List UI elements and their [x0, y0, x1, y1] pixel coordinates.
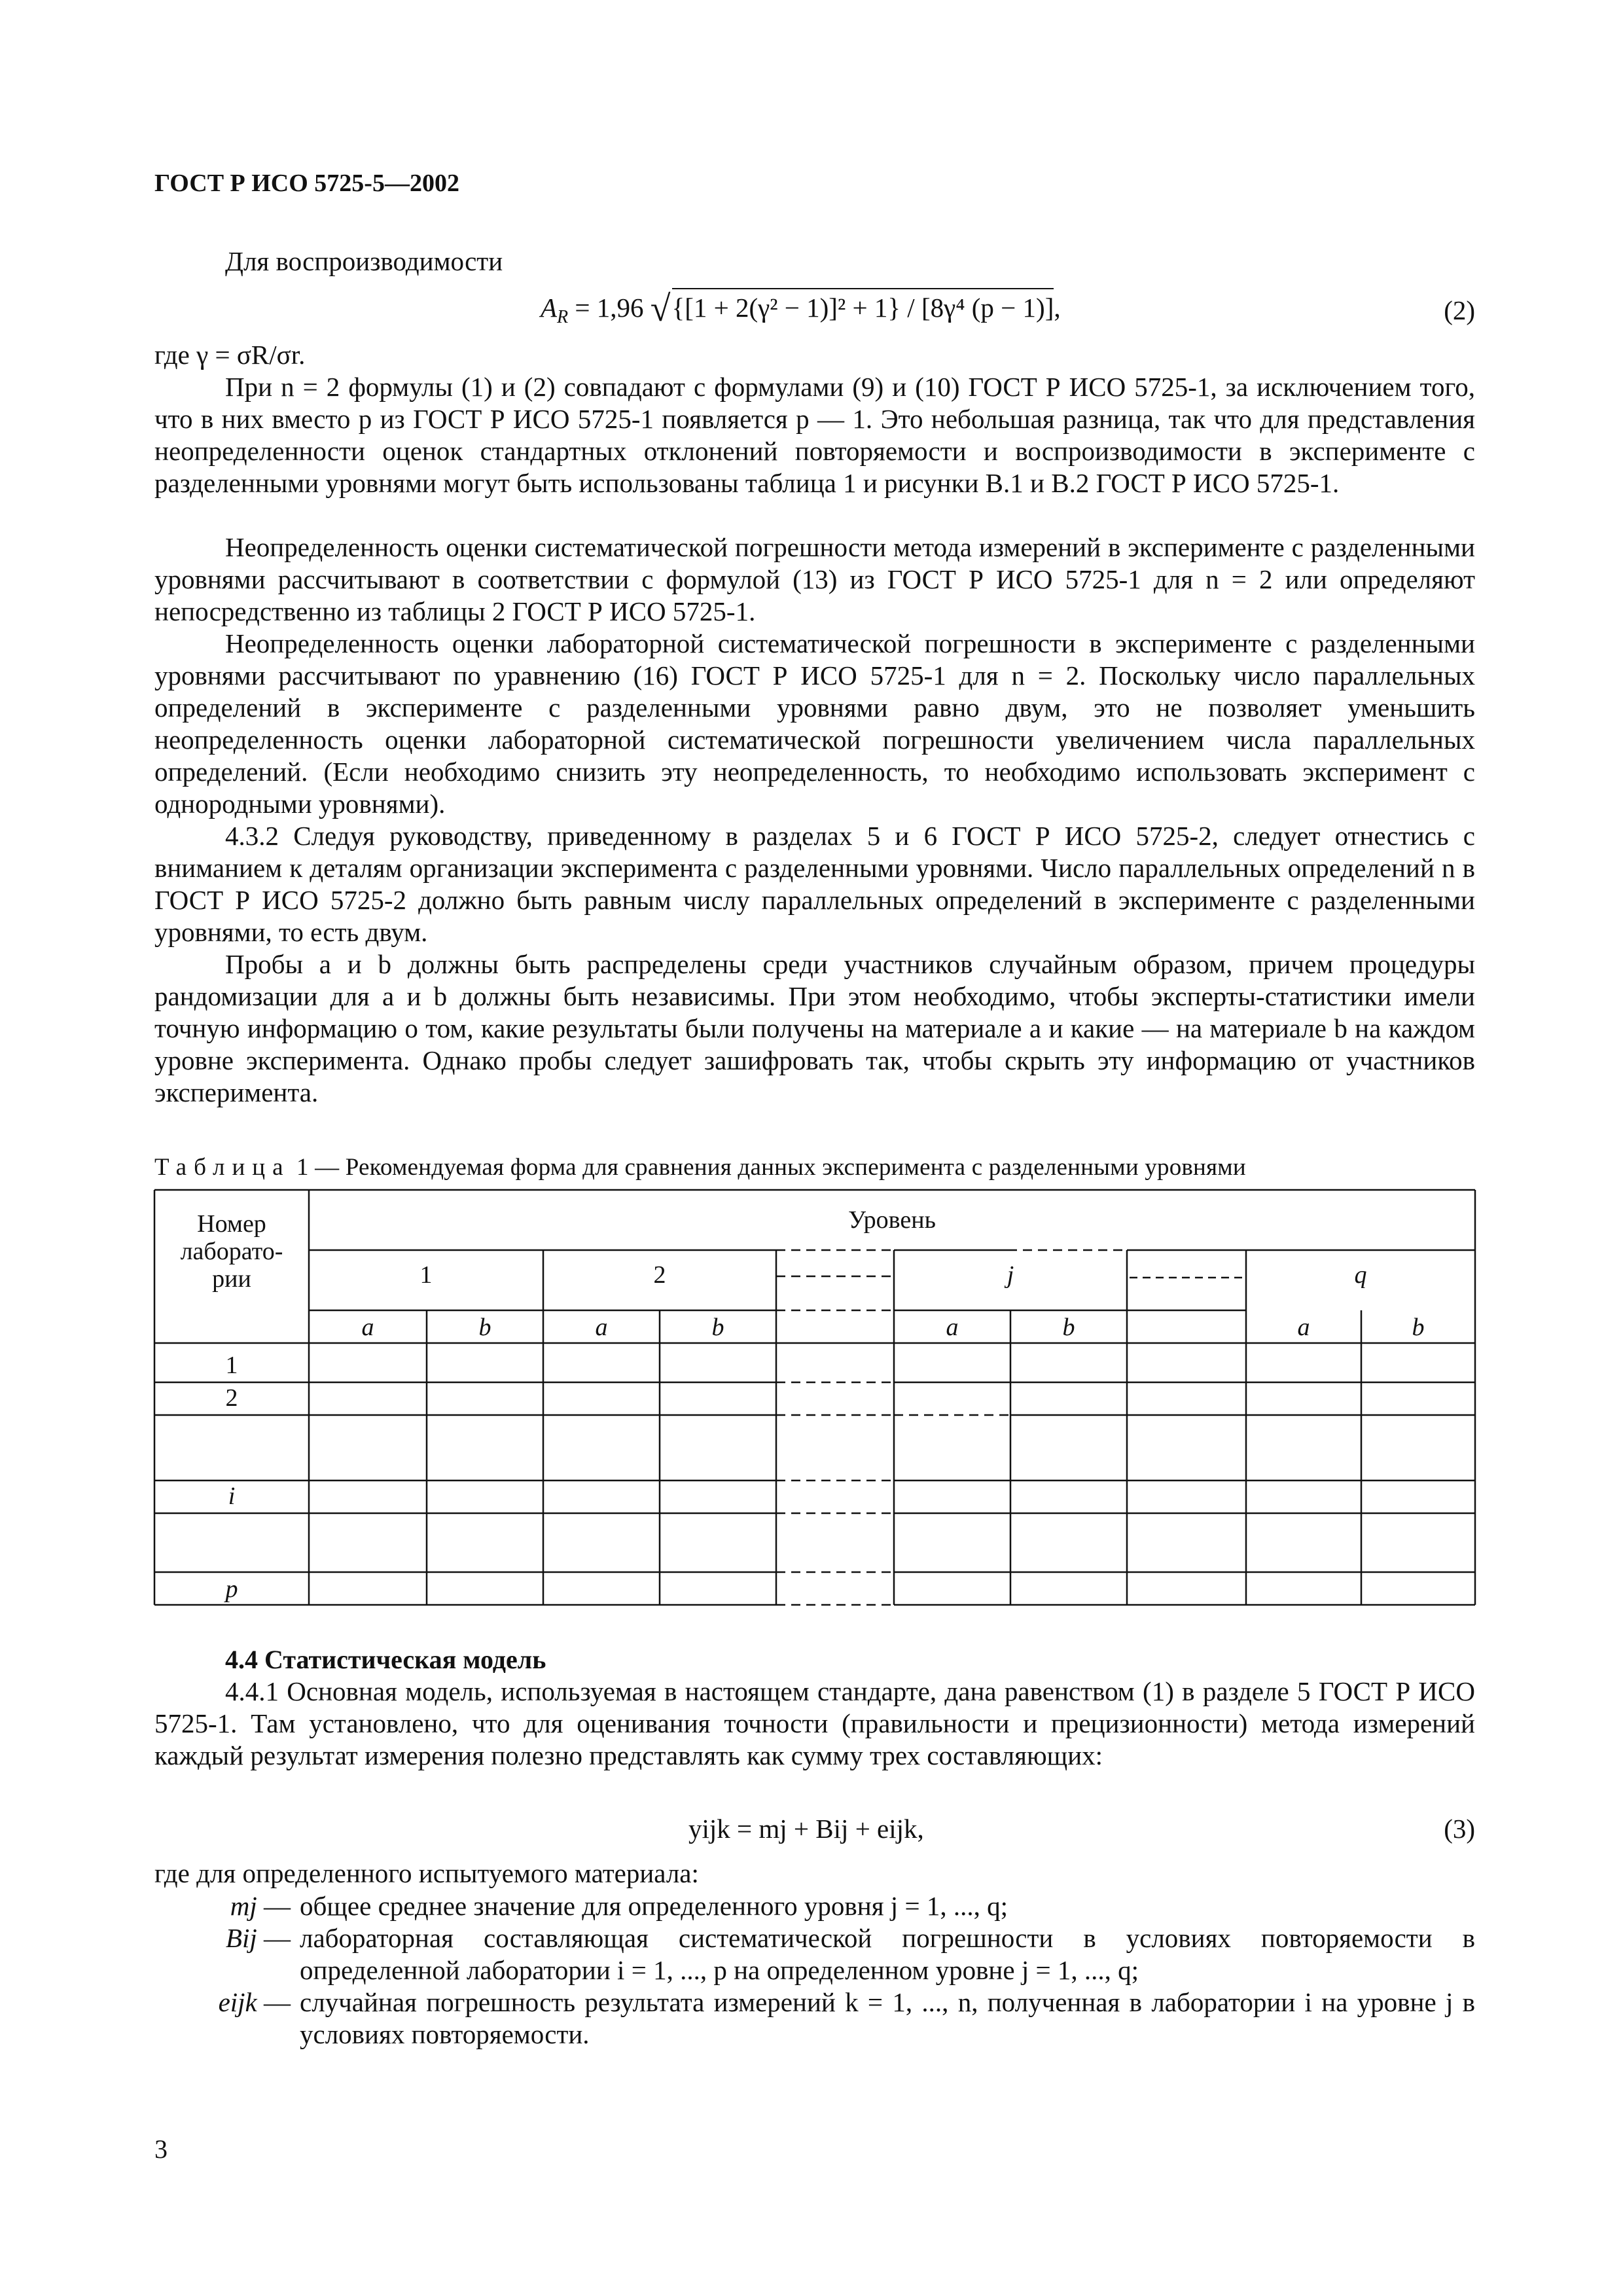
table-corner-line-3: рии — [212, 1265, 251, 1293]
level-q-header: q — [1354, 1261, 1367, 1289]
level-j-header: j — [1007, 1261, 1014, 1289]
formula-2-radicand: {[1 + 2(γ² − 1)]² + 1} / [8γ⁴ (p − 1)] — [672, 288, 1054, 323]
subcol-b: b — [711, 1314, 724, 1341]
table-grid — [154, 1190, 1475, 1605]
table-corner-line-2: лаборато- — [180, 1238, 283, 1265]
subcol-a: a — [595, 1314, 608, 1341]
definition-item: Bij — лабораторная составляющая систематической погрешности в условиях повторяемости в определенной лаборатории i = 1, ..., p на определенном уровне j = 1, ..., q; — [225, 1923, 1475, 1985]
level-2-header: 2 — [653, 1261, 666, 1289]
subcol-b: b — [1412, 1314, 1425, 1341]
document-header: ГОСТ Р ИСО 5725-5—2002 — [154, 170, 459, 197]
row-label-1: 1 — [225, 1352, 238, 1379]
definition-symbol: eijk — [218, 1987, 257, 2017]
paragraph-4: 4.3.2 Следуя руководству, приведенному в разделах 5 и 6 ГОСТ Р ИСО 5725-2, следует отнестись с вниманием к деталям организации эксперимента с разделенными уровнями. Число параллельных определений n в ГОСТ Р ИСО 5725-2 должно быть равным числу параллельных определений в эксперименте с разделенными уровнями, то есть двум. — [154, 821, 1475, 947]
table-caption-text: 1 — Рекомендуемая форма для сравнения данных эксперимента с разделенными уровнями — [290, 1154, 1246, 1181]
subcol-a: a — [1297, 1314, 1310, 1341]
where-gamma: где γ = σR/σr. — [154, 340, 306, 370]
paragraph-5: Пробы a и b должны быть распределены среди участников случайным образом, причем процедуры рандомизации для a и b должны быть независимы. При этом необходимо, чтобы эксперты-статистики имели точную информацию о том, какие результаты были получены на материале a и какие — на материале b на каждом уровне эксперимента. Однако пробы следует зашифровать так, чтобы скрыть эту информацию от участников эксперимента. — [154, 949, 1475, 1107]
definitions-list — [154, 1890, 1475, 2051]
definition-item: eijk — случайная погрешность результата измерений k = 1, ..., n, полученная в лаборатории i на уровне j в условиях повторяемости. — [218, 1987, 1475, 2049]
paragraph-1: При n = 2 формулы (1) и (2) совпадают с формулами (9) и (10) ГОСТ Р ИСО 5725-1, за исключением того, что в них вместо p из ГОСТ Р ИСО 5725-1 появляется p — 1. Это небольшая разница, так что для представления неопределенности оценок стандартных отклонений повторяемости и воспроизводимости в эксперименте с разделенными уровнями могут быть использованы таблица 1 и рисунки B.1 и B.2 ГОСТ Р ИСО 5725-1. — [154, 372, 1475, 498]
definition-symbol: Bij — [225, 1923, 257, 1953]
where-intro: где для определенного испытуемого материала: — [154, 1858, 699, 1888]
formula-3: yijk = mj + Bij + eijk, — [688, 1814, 924, 1844]
subcol-b: b — [478, 1314, 491, 1341]
definition-item: mj — общее среднее значение для определенного уровня j = 1, ..., q; — [154, 1890, 1475, 1922]
formula-2-coef: = 1,96 — [575, 293, 644, 323]
row-label-p: p — [225, 1575, 238, 1603]
paragraph-2: Неопределенность оценки систематической погрешности метода измерений в эксперименте с разделенными уровнями рассчитывают в соответствии с формулой (13) из ГОСТ Р ИСО 5725-1 для n = 2 или определяют непосредственно из таблицы 2 ГОСТ Р ИСО 5725-1. — [154, 532, 1475, 626]
page-number: 3 — [154, 2134, 168, 2164]
subcol-b: b — [1062, 1314, 1075, 1341]
subcolumn-headers — [362, 1314, 1425, 1341]
definition-symbol: mj — [230, 1891, 257, 1921]
table-caption-label: Таблица — [154, 1154, 291, 1181]
formula-2-lhs: A — [541, 293, 558, 323]
row-label-i: i — [228, 1482, 236, 1510]
table-level-header: Уровень — [848, 1206, 936, 1234]
subcol-a: a — [946, 1314, 959, 1341]
section-paragraph: 4.4.1 Основная модель, используемая в настоящем стандарте, дана равенством (1) в разделе 5 ГОСТ Р ИСО 5725-1. Там установлено, что для оценивания точности (правильности и прецизионности) метода измерений каждый результат измерения полезно представлять как сумму трех составляющих: — [154, 1676, 1475, 1770]
formula-3-number: (3) — [1444, 1814, 1475, 1844]
intro-line: Для воспроизводимости — [225, 246, 503, 276]
definition-text: общее среднее значение для определенного уровня j = 1, ..., q; — [300, 1891, 1008, 1921]
paragraph-3: Неопределенность оценки лабораторной систематической погрешности в эксперименте с разделенными уровнями рассчитывают по уравнению (16) ГОСТ Р ИСО 5725-1 для n = 2. Поскольку число параллельных определений в эксперименте с разделенными уровнями равно двум, это не позволяет уменьшить неопределенность оценки лабораторной систематической погрешности увеличением числа параллельных определений. (Если необходимо снизить эту неопределенность, то необходимо использовать эксперимент с однородными уровнями). — [154, 628, 1475, 819]
formula-2-lhs-sub: R — [557, 307, 569, 328]
row-label-2: 2 — [225, 1384, 238, 1412]
definition-text: случайная погрешность результата измерений k = 1, ..., n, полученная в лаборатории i на уровне j в условиях повторяемости. — [300, 1987, 1475, 2049]
table-corner-line-1: Номер — [197, 1210, 266, 1238]
formula-2-number: (2) — [1444, 295, 1475, 325]
sqrt-sign-icon: √ — [650, 289, 671, 329]
subcol-a: a — [361, 1314, 374, 1341]
section-title: 4.4 Статистическая модель — [225, 1645, 546, 1674]
formula-2-tail: , — [1054, 293, 1061, 323]
definition-text: лабораторная составляющая систематической погрешности в условиях повторяемости в определенной лаборатории i = 1, ..., p на определенном уровне j = 1, ..., q; — [300, 1923, 1475, 1985]
level-1-header: 1 — [419, 1261, 433, 1289]
